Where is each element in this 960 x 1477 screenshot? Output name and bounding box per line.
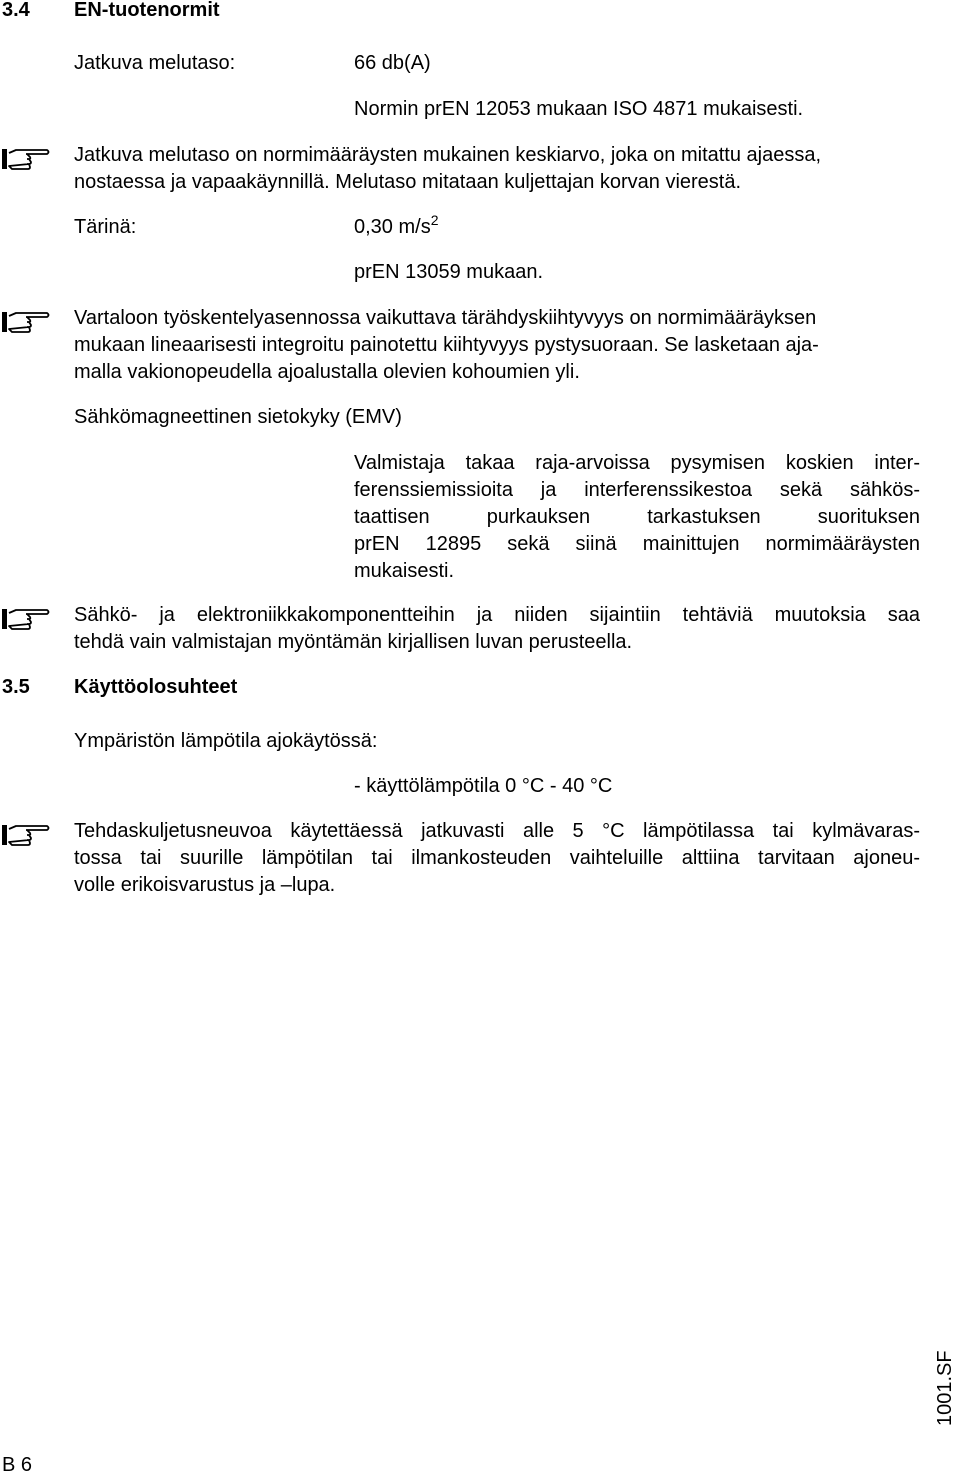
pointing-hand-icon [0,144,50,174]
emc-text-line: taattisen purkauksen tarkastuksen suorituksen [354,506,920,528]
section-number: 3.5 [2,676,30,698]
pointing-hand-icon [0,604,50,634]
emc-note-line: Sähkö- ja elektroniikkakomponentteihin ja niiden sijaintiin tehtäviä muutoksia saa [74,604,920,626]
emc-text-line: prEN 12895 sekä siinä mainittujen normimääräysten [354,533,920,555]
emc-label: Sähkömagneettinen sietokyky (EMV) [74,406,402,428]
vibration-note-line: Vartaloon työskentelyasennossa vaikuttava tärähdyskiihtyvyys on normimääräyksen [74,307,817,329]
pointing-hand-icon [0,820,50,850]
noise-note-line: Jatkuva melutaso on normimääräysten mukainen keskiarvo, joka on mitattu ajaessa, [74,144,822,166]
environment-label: Ympäristön lämpötila ajokäytössä: [74,730,378,752]
emc-text-line: mukaisesti. [354,560,455,582]
environment-note [74,818,920,899]
emc-note [74,602,920,656]
environment-note-line: Tehdaskuljetusneuvoa käytettäessä jatkuvasti alle 5 °C lämpötilassa tai kylmävaras- [74,820,920,842]
vibration-value-text: 0,30 m/s [354,216,431,238]
noise-standard: Normin prEN 12053 mukaan ISO 4871 mukaisesti. [354,98,804,120]
document-code: 1001.SF [934,1350,956,1426]
environment-value: - käyttölämpötila 0 °C - 40 °C [354,775,613,797]
section-number: 3.4 [2,0,30,21]
emc-text-line: Valmistaja takaa raja-arvoissa pysymisen koskien inter- [354,452,920,474]
vibration-exponent: 2 [430,212,439,228]
pointing-hand-icon [0,307,50,337]
environment-note-line: volle erikoisvarustus ja –lupa. [74,874,336,896]
vibration-note-line: mukaan lineaarisesti integroitu painotettu kiihtyvyys pystysuoraan. Se lasketaan aja- [74,334,819,356]
environment-note-line: tossa tai suurille lämpötilan tai ilmankosteuden vaihteluille alttiina tarvitaan ajoneu- [74,847,920,869]
section-title: Käyttöolosuhteet [74,676,238,698]
vibration-note [74,305,920,386]
vibration-label: Tärinä: [74,216,137,238]
page-label: B 6 [2,1454,33,1476]
vibration-note-line: malla vakionopeudella ajoalustalla olevien kohoumien yli. [74,361,580,383]
noise-label: Jatkuva melutaso: [74,52,236,74]
noise-note-line: nostaessa ja vapaakäynnillä. Melutaso mitataan kuljettajan korvan vierestä. [74,171,742,193]
noise-value: 66 db(A) [354,52,431,74]
emc-text [354,450,920,585]
noise-note [74,142,920,196]
vibration-standard: prEN 13059 mukaan. [354,261,544,283]
vibration-value [354,214,439,241]
emc-note-line: tehdä vain valmistajan myöntämän kirjallisen luvan perusteella. [74,631,633,653]
emc-text-line: ferenssiemissioita ja interferenssikestoa sekä sähkös- [354,479,920,501]
section-title: EN-tuotenormit [74,0,220,21]
